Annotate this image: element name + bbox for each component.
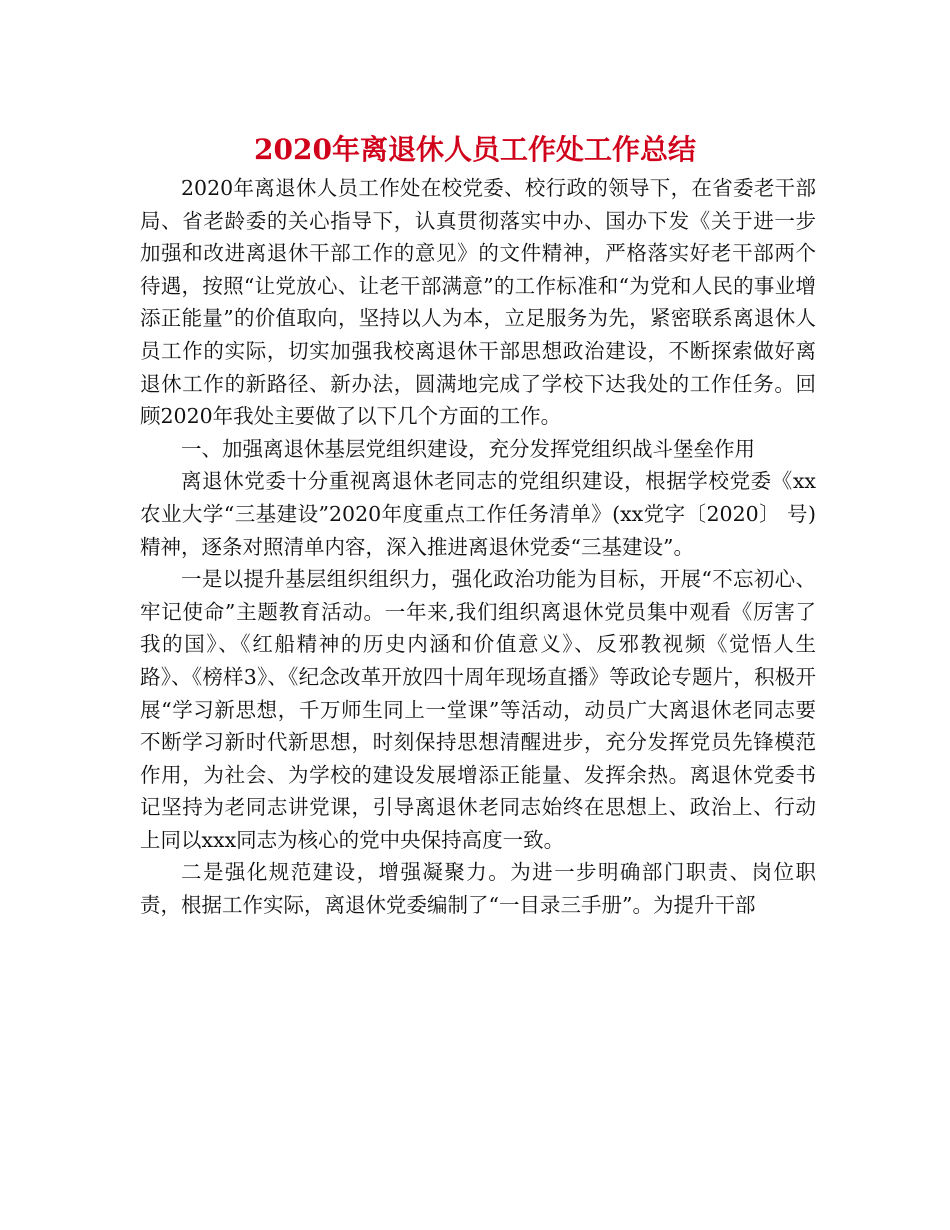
paragraph-party-building: 离退休党委十分重视离退休老同志的党组织建设，根据学校党委《xx农业大学“三基建设”2020年度重点工作任务清单》(xx党字〔2020〕 号)精神，逐条对照清单内容，深入推进离退休党委“三基建设”。 (140, 469, 816, 559)
section-heading-1: 一、加强离退休基层党组织建设，充分发挥党组织战斗堡垒作用 (181, 436, 755, 461)
paragraph-point-one: 一是以提升基层组织组织力，强化政治功能为目标，开展“不忘初心、牢记使命”主题教育活动。一年来,我们组织离退休党员集中观看《厉害了 我的国》、《红船精神的历史内涵和价值意义》、反邪教视频《觉悟人生路》、《榜样3》、《纪念改革开放四十周年现场直播》等政论专题片，积极开展“学习新思想，千万师生同上一堂课”等活动，动员广大离退休老同志要不断学习新时代新思想，时刻保持思想清醒进步，充分发挥党员先锋模范作用，为社会、为学校的建设发展增添正能量、发挥余热。离退休党委书记坚持为老同志讲党课，引导离退休老同志始终在思想上、政治上、行动上同以xxx同志为核心的党中央保持高度一致。 (140, 567, 816, 852)
document-title: 2020年离退休人员工作处工作总结 (254, 133, 696, 166)
paragraph-intro: 2020年离退休人员工作处在校党委、校行政的领导下，在省委老干部局、省老龄委的关心指导下，认真贯彻落实中办、国办下发《关于进一步加强和改进离退休干部工作的意见》的文件精神，严格落实好老干部两个待遇，按照“让党放心、让老干部满意”的工作标准和“为党和人民的事业增添正能量”的价值取向，坚持以人为本，立足服务为先，紧密联系离退休人员工作的实际，切实加强我校离退休干部思想政治建设，不断探索做好离退休工作的新路径、新办法，圆满地完成了学校下达我处的工作任务。回顾2020年我处主要做了以下几个方面的工作。 (140, 176, 816, 429)
paragraph-point-two: 二是强化规范建设，增强凝聚力。为进一步明确部门职责、岗位职责，根据工作实际，离退休党委编制了“一目录三手册”。为提升干部 (140, 860, 816, 918)
document-body (140, 172, 816, 922)
